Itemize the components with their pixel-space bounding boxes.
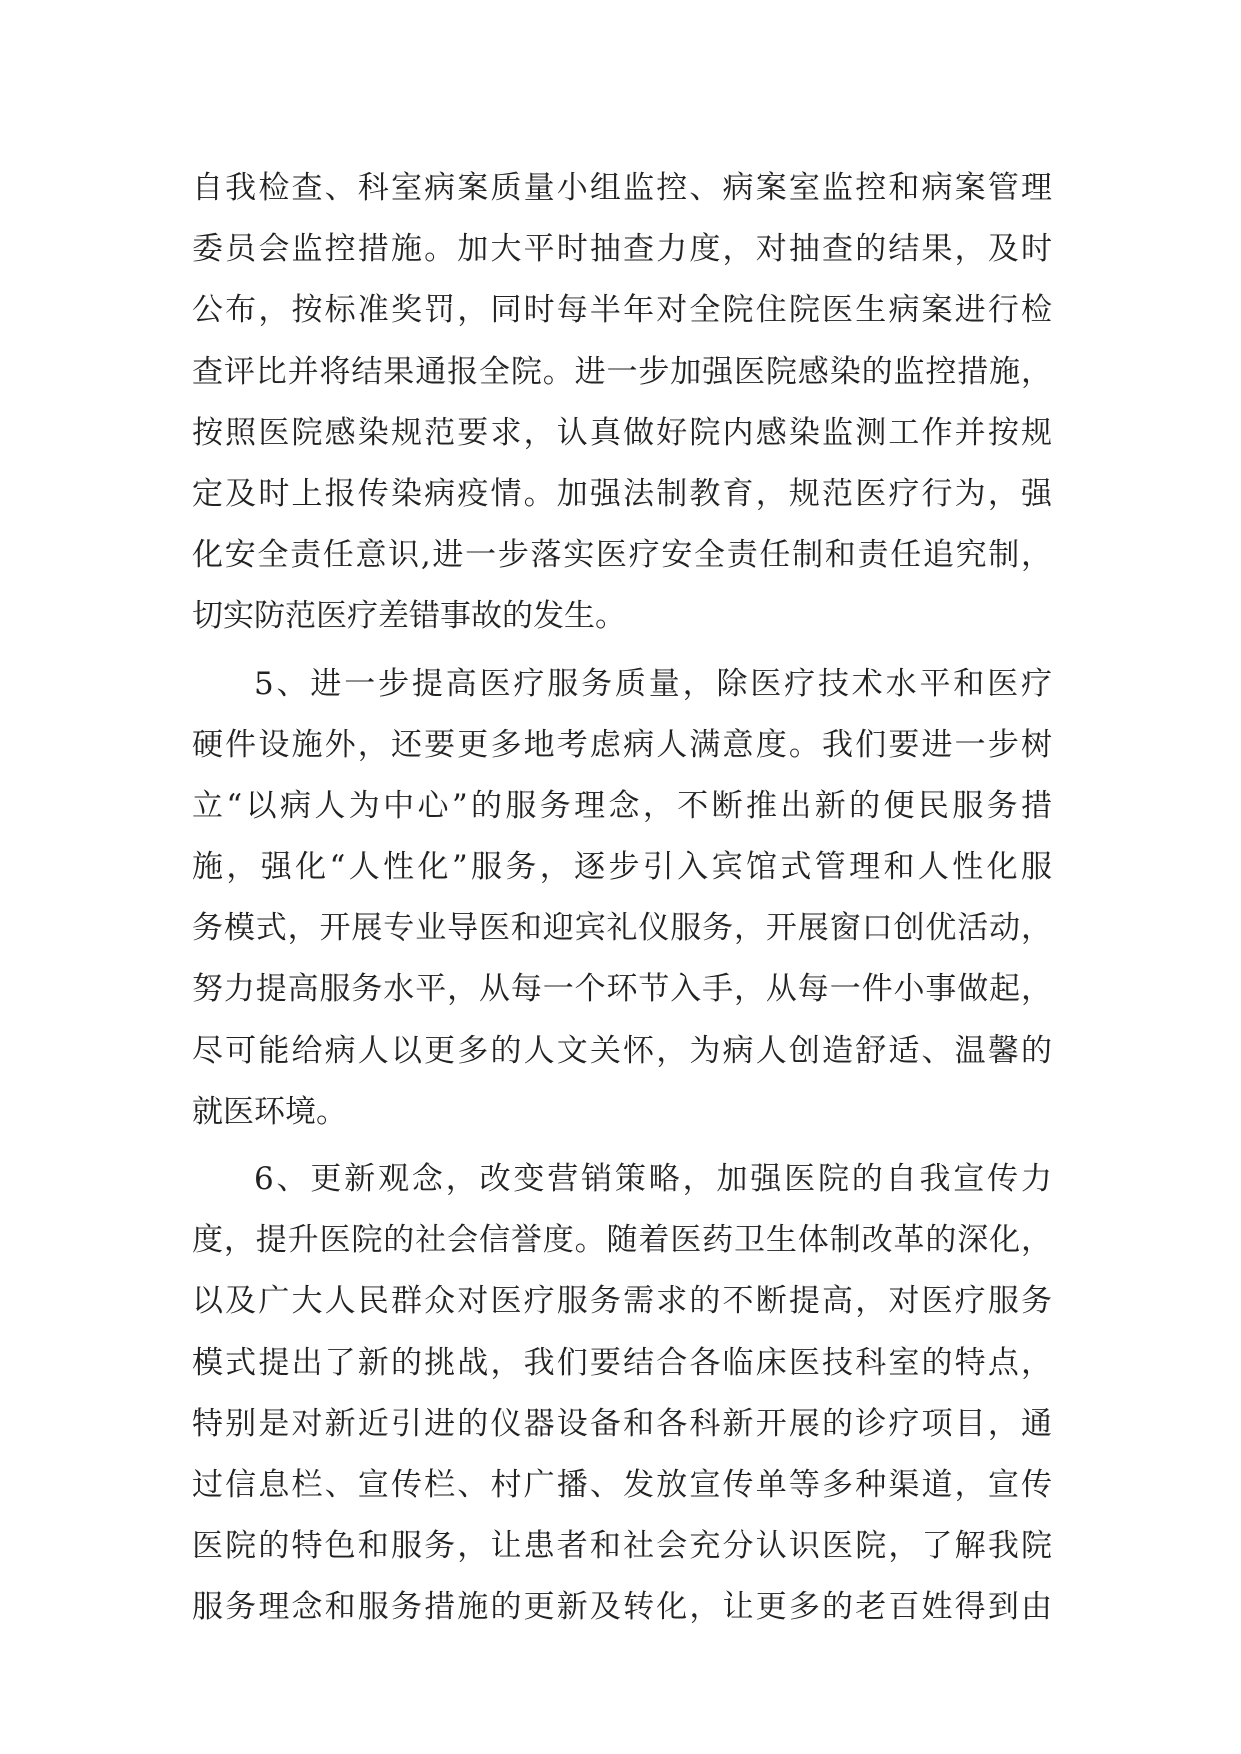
text-line: 过信息栏、宣传栏、村广播、发放宣传单等多种渠道，宣传 bbox=[192, 1466, 1052, 1503]
text-line: 定及时上报传染病疫情。加强法制教育，规范医疗行为，强 bbox=[192, 475, 1052, 512]
paragraph-2 bbox=[192, 654, 1052, 1144]
text-line: 模式提出了新的挑战，我们要结合各临床医技科室的特点， bbox=[192, 1344, 1052, 1381]
text-line: 努力提高服务水平，从每一个环节入手，从每一件小事做起， bbox=[192, 971, 1052, 1008]
paragraph-3 bbox=[192, 1149, 1052, 1639]
text-line: 务模式，开展专业导医和迎宾礼仪服务，开展窗口创优活动， bbox=[192, 910, 1052, 947]
text-line: 查评比并将结果通报全院。进一步加强医院感染的监控措施， bbox=[192, 353, 1052, 390]
text-line: 委员会监控措施。加大平时抽查力度，对抽查的结果，及时 bbox=[192, 231, 1052, 268]
text-line: 特别是对新近引进的仪器设备和各科新开展的诊疗项目，通 bbox=[192, 1405, 1052, 1442]
text-line: 公布，按标准奖罚，同时每半年对全院住院医生病案进行检 bbox=[192, 292, 1052, 329]
paragraph-1 bbox=[192, 158, 1052, 648]
text-line: 硬件设施外，还要更多地考虑病人满意度。我们要进一步树 bbox=[192, 726, 1052, 763]
text-line: 医院的特色和服务，让患者和社会充分认识医院，了解我院 bbox=[192, 1528, 1052, 1565]
text-line: 化安全责任意识,进一步落实医疗安全责任制和责任追究制， bbox=[192, 537, 1052, 574]
text-line: 施，强化“人性化”服务，逐步引入宾馆式管理和人性化服 bbox=[192, 849, 1052, 886]
text-line: 按照医院感染规范要求，认真做好院内感染监测工作并按规 bbox=[192, 414, 1052, 451]
text-line: 切实防范医疗差错事故的发生。 bbox=[192, 598, 626, 635]
text-line: 立“以病人为中心”的服务理念，不断推出新的便民服务措 bbox=[192, 787, 1052, 824]
text-line: 5、进一步提高医疗服务质量，除医疗技术水平和医疗 bbox=[254, 665, 1052, 702]
text-line: 度，提升医院的社会信誉度。随着医药卫生体制改革的深化， bbox=[192, 1222, 1052, 1259]
text-line: 以及广大人民群众对医疗服务需求的不断提高，对医疗服务 bbox=[192, 1283, 1052, 1320]
text-line: 尽可能给病人以更多的人文关怀，为病人创造舒适、温馨的 bbox=[192, 1032, 1052, 1069]
text-line: 就医环境。 bbox=[192, 1093, 347, 1130]
text-line: 6、更新观念，改变营销策略，加强医院的自我宣传力 bbox=[254, 1161, 1052, 1197]
text-line: 服务理念和服务措施的更新及转化，让更多的老百姓得到由 bbox=[192, 1589, 1052, 1626]
text-line: 自我检查、科室病案质量小组监控、病案室监控和病案管理 bbox=[192, 170, 1052, 206]
body-text bbox=[192, 158, 1052, 1639]
